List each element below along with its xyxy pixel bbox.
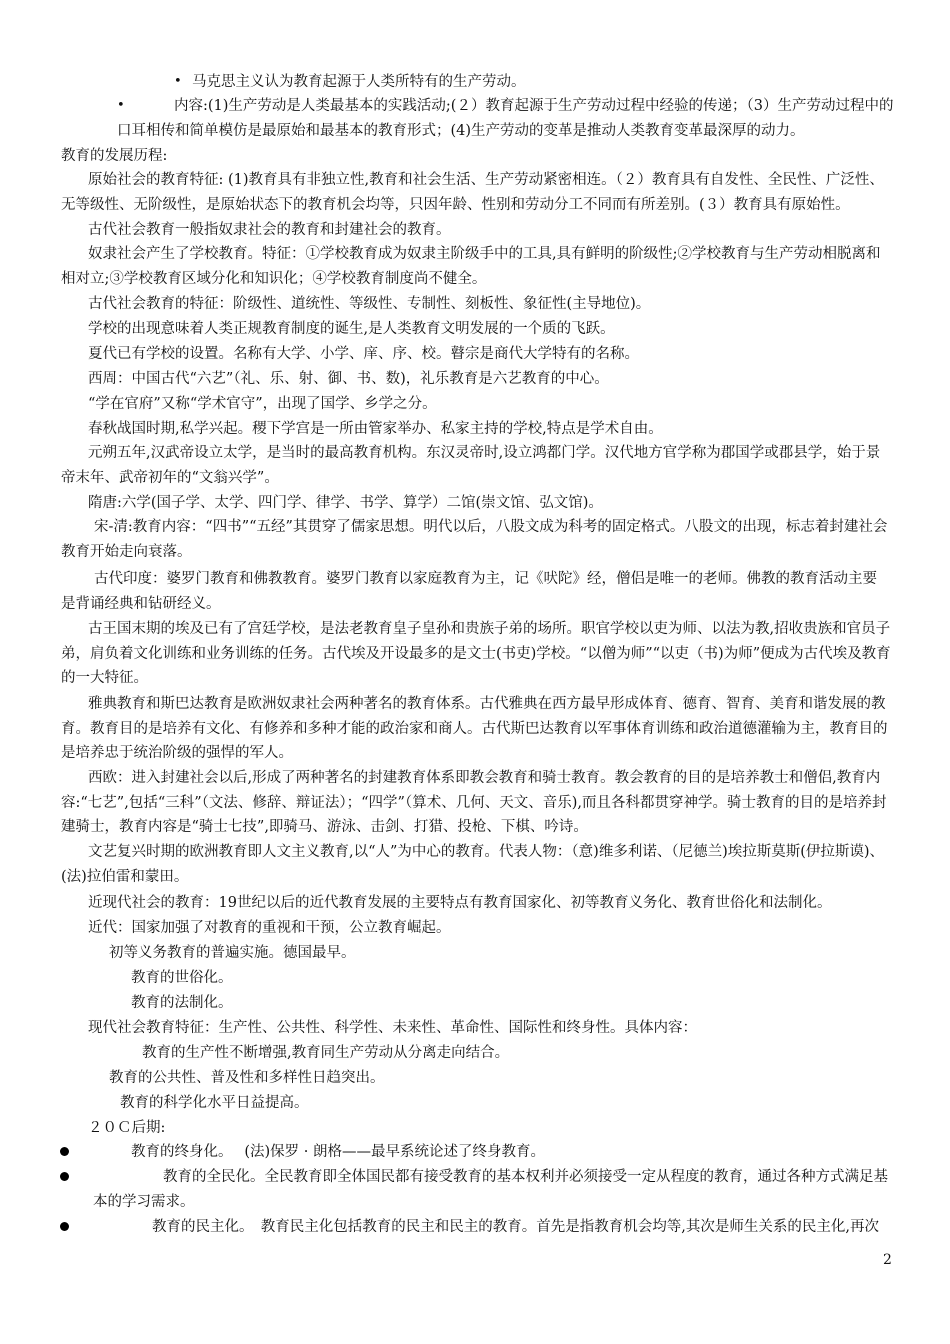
- paragraph: 古代印度：婆罗门教育和佛教教育。婆罗门教育以家庭教育为主，记《吠陀》经，僧侣是唯一的老师。佛教的教育活动主要是背诵经典和钻研经义。: [61, 571, 877, 612]
- body-line: 教育的公共性、普及性和多样性日趋突出。: [109, 1070, 385, 1086]
- body-line: 西周：中国古代“六艺”（礼、乐、射、御、书、数)，礼乐教育是六艺教育的中心。: [88, 371, 609, 387]
- body-line: 古代社会教育一般指奴隶社会的教育和封建社会的教育。: [88, 222, 451, 238]
- body-line: 初等义务教育的普遍实施。德国最早。: [109, 945, 356, 961]
- body-line: 教育的科学化水平日益提高。: [120, 1095, 309, 1111]
- paragraph: 原始社会的教育特征: (1)教育具有非独立性,教育和社会生活、生产劳动紧密相连。（２）教育具有自发性、全民性、广泛性、无等级性、无阶级性，是原始状态下的教育机会均等，只因年龄、性别和劳动分工不同而有所差别。(３）教育具有原始性。: [61, 172, 884, 213]
- section-heading: 教育的发展历程:: [61, 148, 168, 164]
- body-line: 教育的民主化。 教育民主化包括教育的民主和民主的教育。首先是指教育机会均等,其次是师生关系的民主化,再次: [152, 1219, 879, 1235]
- body-line: 隋唐:六学(国子学、太学、四门学、律学、书学、算学）二馆(崇文馆、弘文馆)。: [88, 495, 603, 511]
- body-line: 教育的世俗化。: [131, 970, 233, 986]
- body-line: 近代：国家加强了对教育的重视和干预，公立教育崛起。: [88, 920, 451, 936]
- paragraph: 文艺复兴时期的欧洲教育即人文主义教育,以“人”为中心的教育。代表人物：（意)维多利诺、（尼德兰)埃拉斯莫斯(伊拉斯谟)、(法)拉伯雷和蒙田。: [61, 844, 885, 885]
- paragraph: 古王国末期的埃及已有了宫廷学校，是法老教育皇子皇孙和贵族子弟的场所。职官学校以吏为师、以法为教,招收贵族和官员子弟，肩负着文化训练和业务训练的任务。古代埃及开设最多的是文士(书吏)学校。“以僧为师”“以吏（书)为师”便成为古代埃及教育的一大特征。: [61, 621, 891, 686]
- paragraph: 奴隶社会产生了学校教育。特征：①学校教育成为奴隶主阶级手中的工具,具有鲜明的阶级性;②学校教育与生产劳动相脱离和相对立;③学校教育区域分化和知识化；④学校教育制度尚不健全。: [61, 246, 881, 287]
- body-line: 近现代社会的教育：19世纪以后的近代教育发展的主要特点有教育国家化、初等教育义务化、教育世俗化和法制化。: [88, 895, 832, 911]
- body-line: 教育的生产性不断增强,教育同生产劳动从分离走向结合。: [142, 1045, 510, 1061]
- body-line: 学校的出现意味着人类正规教育制度的诞生,是人类教育文明发展的一个质的飞跃。: [88, 321, 615, 337]
- body-line: ２０Ｃ后期:: [88, 1120, 166, 1136]
- paragraph: 雅典教育和斯巴达教育是欧洲奴隶社会两种著名的教育体系。古代雅典在西方最早形成体育、德育、智育、美育和谐发展的教育。教育目的是培养有文化、有修养和多种才能的政治家和商人。古代斯巴达教育以军事体育训练和政治道德灌输为主，教育目的是培养忠于统治阶级的强悍的军人。: [61, 696, 888, 761]
- body-line: “学在官府”又称“学术官守”，出现了国学、乡学之分。: [88, 396, 437, 412]
- bullet-dot: [60, 1172, 69, 1181]
- body-line: 教育的全民化。全民教育即全体国民都有接受教育的基本权利并必须接受一定从程度的教育，通过各种方式满足基: [163, 1169, 888, 1185]
- paragraph: 元朔五年,汉武帝设立太学，是当时的最高教育机构。东汉灵帝时,设立鸿都门学。汉代地方官学称为郡国学或郡县学，始于景帝末年、武帝初年的“文翁兴学”。: [61, 445, 881, 486]
- body-line: 夏代已有学校的设置。名称有大学、小学、庠、序、校。瞽宗是商代大学特有的名称。: [88, 346, 639, 362]
- body-line: 教育的法制化。: [131, 995, 233, 1011]
- body-line: 内容:(1)生产劳动是人类最基本的实践活动;(２）教育起源于生产劳动过程中经验的传递；（3）生产劳动过程中的: [174, 98, 894, 114]
- bullet-marker: •: [174, 74, 182, 89]
- body-line: 春秋战国时期,私学兴起。稷下学宫是一所由管家举办、私家主持的学校,特点是学术自由。: [88, 421, 663, 437]
- bullet-dot: [60, 1147, 69, 1156]
- paragraph: 西欧：进入封建社会以后,形成了两种著名的封建教育体系即教会教育和骑士教育。教会教育的目的是培养教士和僧侣,教育内容:“七艺”,包括“三科”（文法、修辞、辩证法）；“四学”（算术、几何、天文、音乐),而且各科都贯穿神学。骑士教育的目的是培养封建骑士，教育内容是“骑士七技”,即骑马、游泳、击剑、打猎、投枪、下棋、吟诗。: [61, 770, 887, 835]
- body-line: 口耳相传和简单模仿是最原始和最基本的教育形式；(4)生产劳动的变革是推动人类教育变革最深厚的动力。: [117, 123, 805, 139]
- bullet-marker: •: [117, 98, 125, 113]
- body-line: 现代社会教育特征：生产性、公共性、科学性、未来性、革命性、国际性和终身性。具体内容：: [88, 1020, 697, 1036]
- body-line: 教育的终身化。 (法)保罗 · 朗格——最早系统论述了终身教育。: [131, 1144, 545, 1160]
- bullet-dot: [60, 1222, 69, 1231]
- body-line: 本的学习需求。: [93, 1194, 195, 1210]
- body-line: 古代社会教育的特征：阶级性、道统性、等级性、专制性、刻板性、象征性(主导地位)。: [88, 296, 651, 312]
- body-line: 马克思主义认为教育起源于人类所特有的生产劳动。: [192, 74, 526, 90]
- paragraph: 宋-清:教育内容：“四书”“五经”其贯穿了儒家思想。明代以后，八股文成为科考的固定格式。八股文的出现，标志着封建社会教育开始走向衰落。: [61, 519, 888, 560]
- page-number: 2: [883, 1252, 892, 1268]
